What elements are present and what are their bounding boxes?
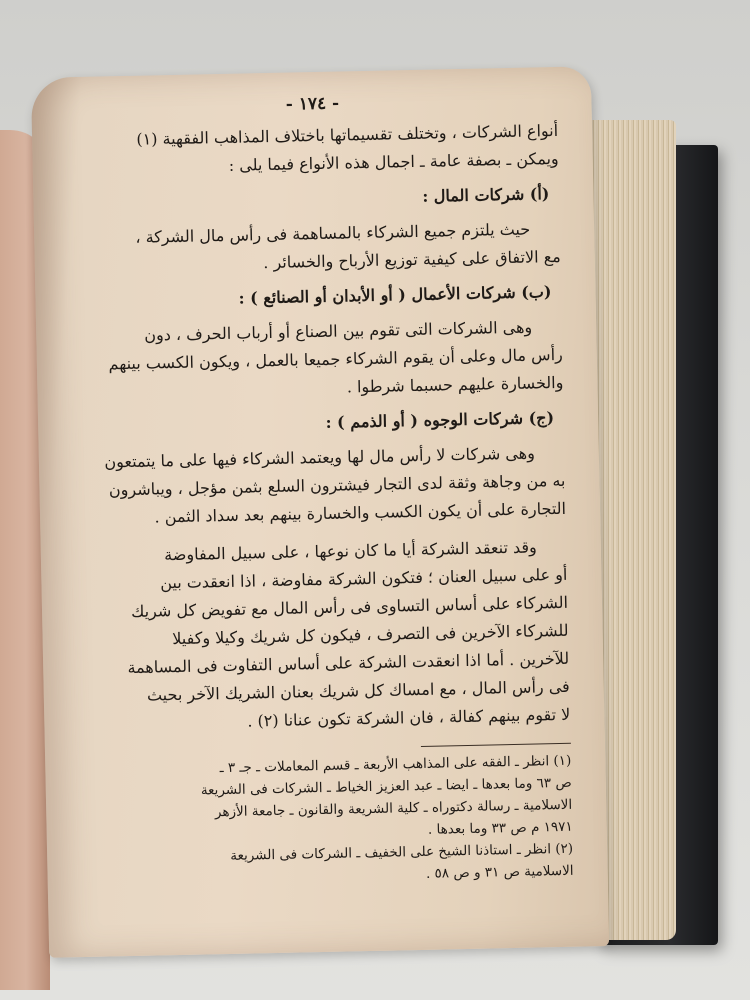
section-line: حيث يلتزم جميع الشركاء بالمساهمة فى رأس مال الشركة ، xyxy=(135,219,531,247)
footnote-line: الاسلامية ـ رسالة دكتوراه ـ كلية الشريعة والقانون ـ جامعة الأزهر xyxy=(214,796,573,821)
section-line: رأس مال وعلى أن يقوم الشركاء جميعا بالعمل ، ويكون الكسب بينهم xyxy=(108,344,563,374)
paragraph-line: الشركاء على أساس التساوى فى رأس المال مع تفويض كل شريك xyxy=(130,592,569,621)
page-number: - ١٧٤ - xyxy=(285,93,340,115)
intro-line: ويمكن ـ بصفة عامة ـ اجمال هذه الأنواع فيما يلى : xyxy=(228,148,559,175)
section-heading: (ج) شركات الوجوه ( أو الذمم ) : xyxy=(325,408,555,432)
paragraph-line: لا تقوم بينهم كفالة ، فان الشركة تكون عنانا (٢) . xyxy=(247,704,571,731)
footnote-line: (١) انظر ـ الفقه على المذاهب الأربعة ـ قسم المعاملات ـ جـ ٣ ـ xyxy=(219,752,572,777)
footnote-divider xyxy=(421,743,571,747)
footnote-line: (٢) انظر ـ استاذنا الشيخ على الخفيف ـ الشركات فى الشريعة xyxy=(230,840,574,864)
section-line: والخسارة عليهم حسبما شرطوا . xyxy=(346,372,564,397)
intro-line: أنواع الشركات ، وتختلف تقسيماتها باختلاف المذاهب الفقهية (١) xyxy=(136,120,559,149)
section-line: وهى شركات لا رأس مال لها ويعتمد الشركاء فيها على ما يتمتعون xyxy=(104,443,536,472)
paragraph-line: فى رأس المال ، مع امساك كل شريك بعنان الشريك الآخر بحيث xyxy=(146,676,570,705)
section-line: مع الاتفاق على كيفية توزيع الأرباح والخسائر . xyxy=(263,246,561,273)
section-heading: (أ) شركات المال : xyxy=(422,184,550,206)
section-line: وهى الشركات التى تقوم بين الصناع أو أرباب الحرف ، دون xyxy=(144,317,533,345)
footnote-line: ص ٦٣ وما بعدها ـ ايضا ـ عبد العزيز الخياط ـ الشركات فى الشريعة xyxy=(200,774,572,799)
section-heading: (ب) شركات الأعمال ( أو الأبدان أو الصنائع ) : xyxy=(238,282,552,308)
section-line: به من وجاهة وثقة لدى التجار فيشترون السلع بثمن مؤجل ، ويباشرون xyxy=(108,470,566,500)
paragraph-line: وقد تنعقد الشركة أيا ما كان نوعها ، على سبيل المفاوضة xyxy=(163,537,537,565)
footnote-line: الاسلامية ص ٣١ و ص ٥٨ . xyxy=(425,862,574,882)
paragraph-line: للشركاء الآخرين فى التصرف ، فيكون كل شريك وكيلا وكفيلا xyxy=(172,620,569,649)
book-page xyxy=(31,66,609,958)
page-text xyxy=(67,89,573,892)
paragraph-line: للآخرين . أما اذا انعقدت الشركة على أساس التفاوت فى المساهمة xyxy=(127,648,570,678)
section-line: التجارة على أن يكون الكسب والخسارة بينهم بعد سداد الثمن . xyxy=(154,498,567,527)
paragraph-line: أو على سبيل العنان ؛ فتكون الشركة مفاوضة ، اذا انعقدت بين xyxy=(160,564,568,593)
footnote-line: ١٩٧١ م ص ٣٣ وما بعدها . xyxy=(427,818,573,838)
